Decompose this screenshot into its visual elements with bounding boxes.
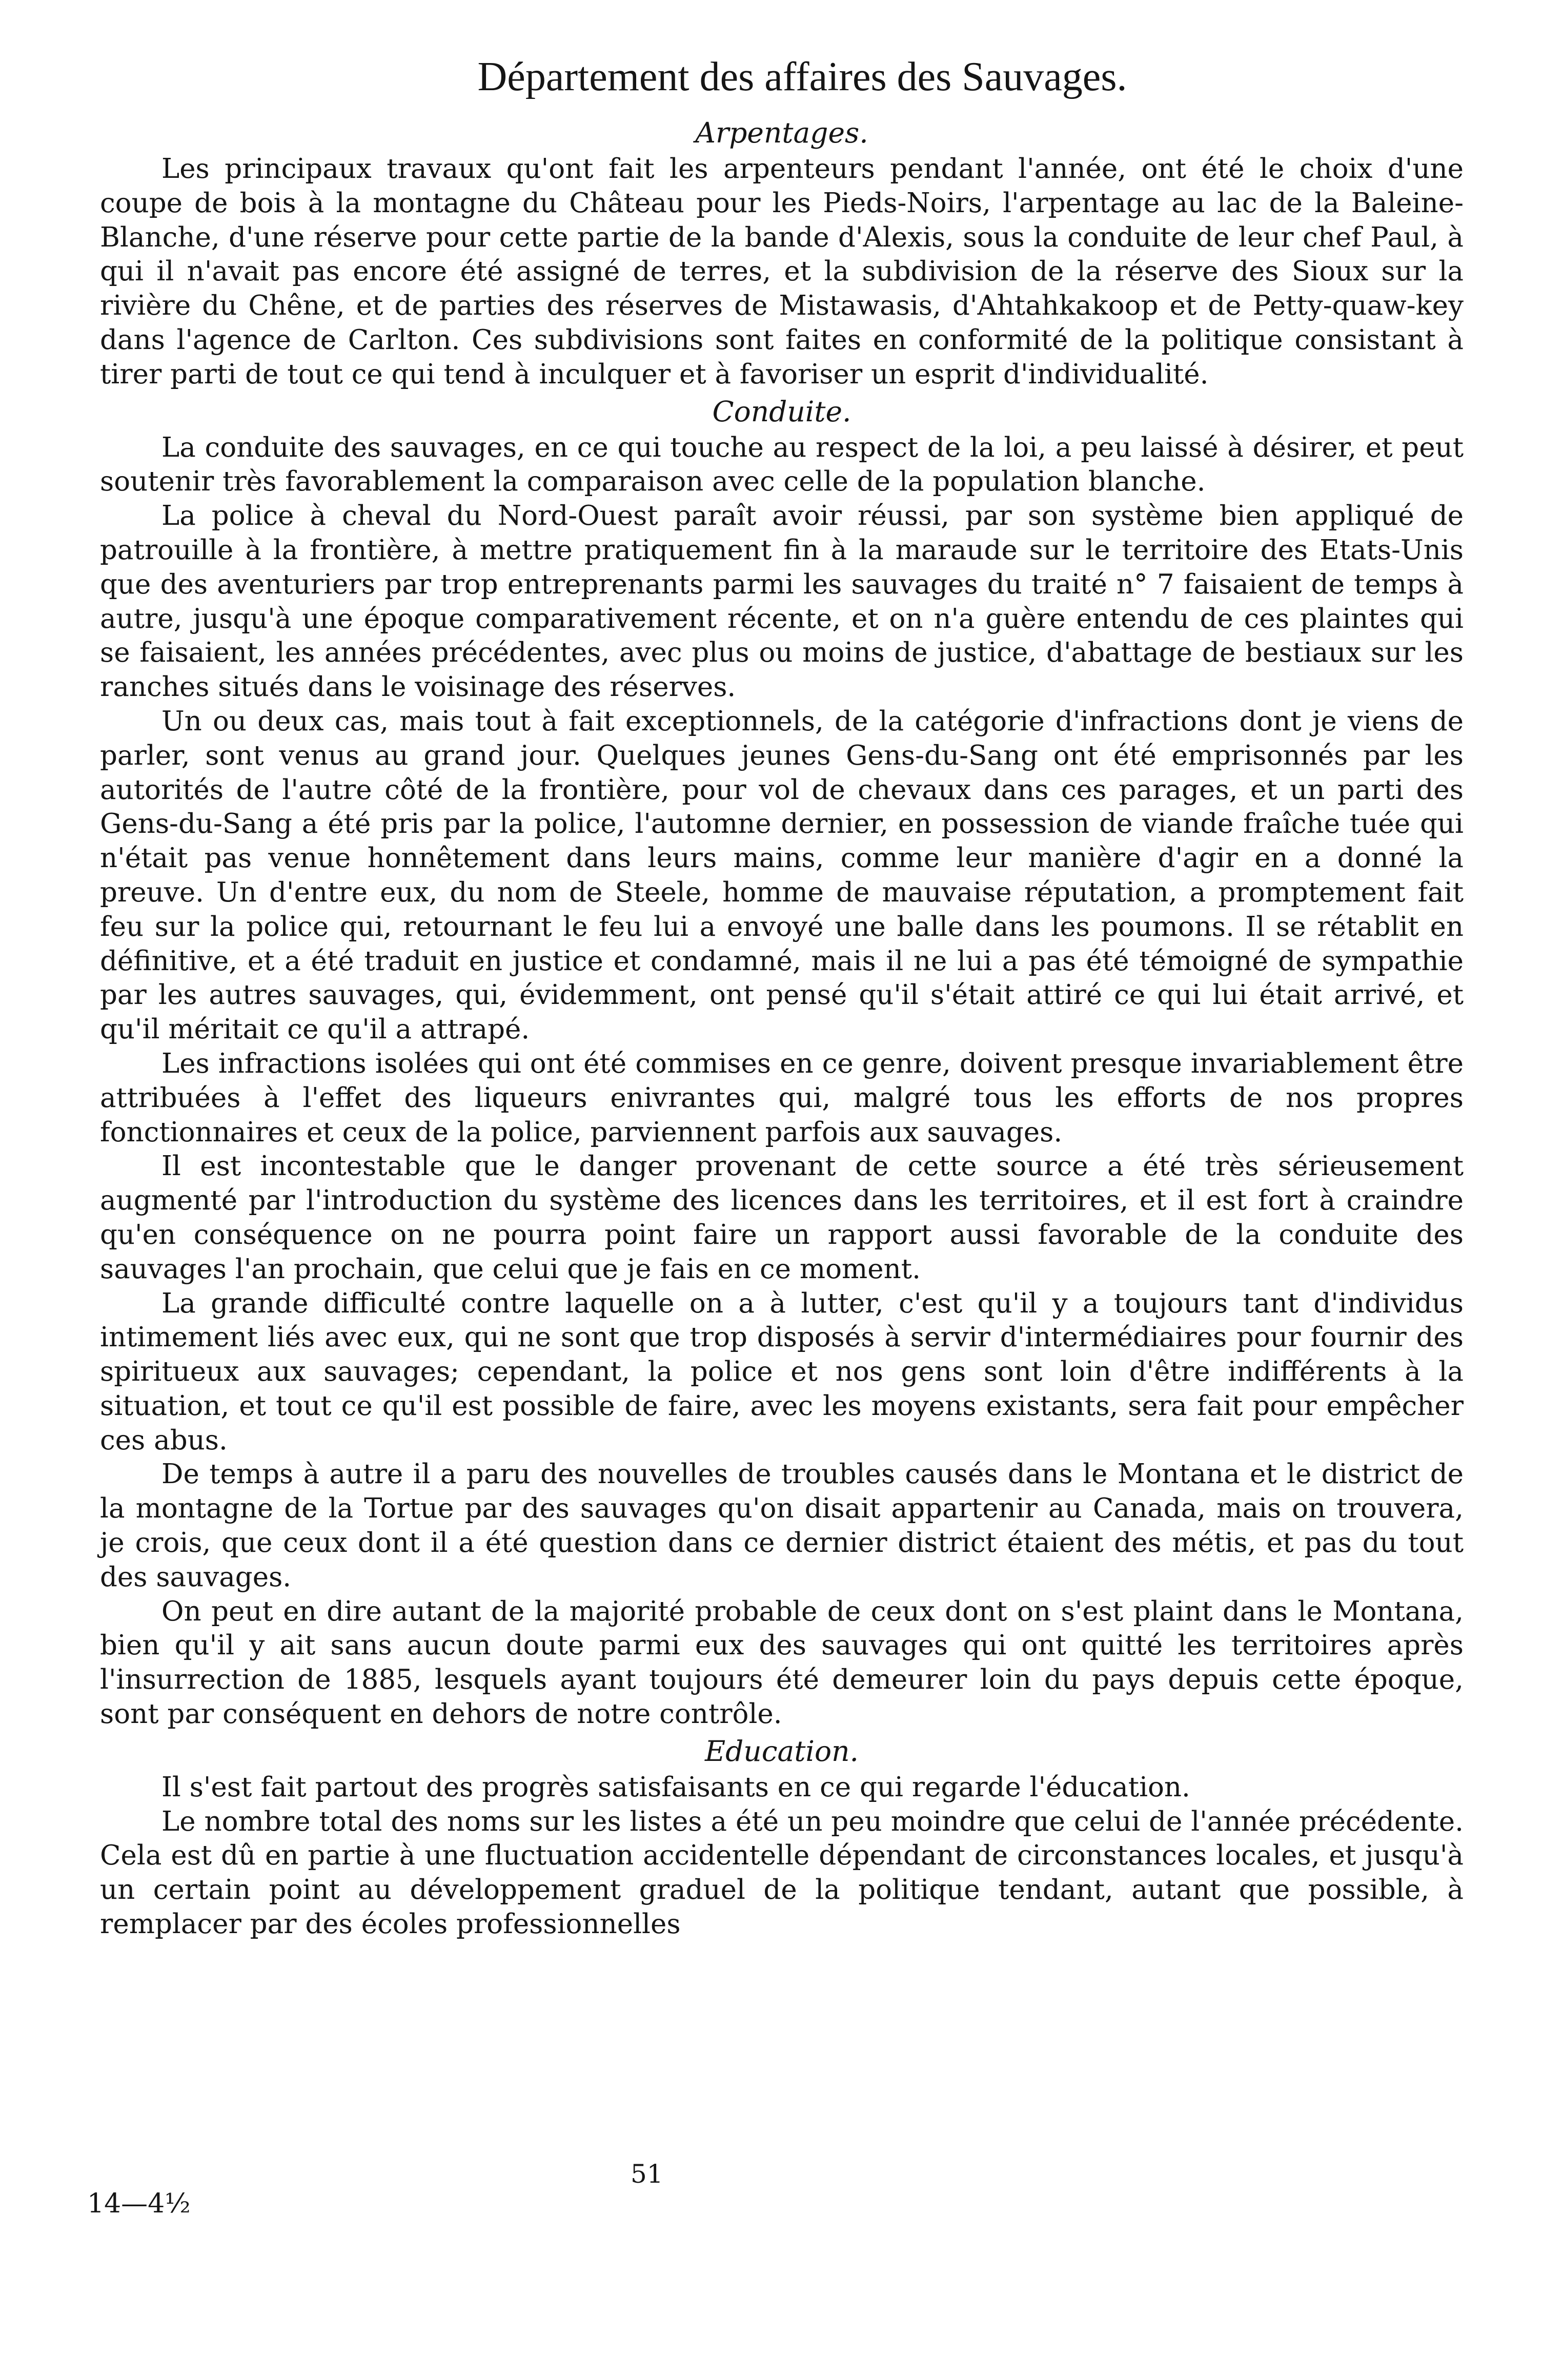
paragraph: Les principaux travaux qu'ont fait les arpenteurs pendant l'année, ont été le choix d'une coupe de bois à la montagne du Château pour les Pieds-Noirs, l'arpentage au lac de la Baleine-Blanche, d'une réserve pour cette partie de la bande d'Alexis, sous la conduite de leur chef Paul, à qui il n'avait pas encore été assigné de terres, et la subdivision de la réserve des Sioux sur la rivière du Chêne, et de parties des réserves de Mistawasis, d'Ahtahkakoop et de Petty-quaw-key dans l'agence de Carlton. Ces subdivisions sont faites en conformité de la politique consistant à tirer parti de tout ce qui tend à inculquer et à favoriser un esprit d'individualité. xyxy=(100,153,1464,390)
paragraph: On peut en dire autant de la majorité probable de ceux dont on s'est plaint dans le Montana, bien qu'il y ait sans aucun doute parmi eux des sauvages qui ont quitté les territoires après l'insurrection de 1885, lesquels ayant toujours été demeurer loin du pays depuis cette époque, sont par conséquent en dehors de notre contrôle. xyxy=(100,1595,1464,1730)
paragraph: Les infractions isolées qui ont été commises en ce genre, doivent presque invariablement être attribuées à l'effet des liqueurs enivrantes qui, malgré tous les efforts de nos propres fonctionnaires et ceux de la police, parviennent parfois aux sauvages. xyxy=(100,1048,1464,1148)
paragraph: Un ou deux cas, mais tout à fait exceptionnels, de la catégorie d'infractions dont je viens de parler, sont venus au grand jour. Quelques jeunes Gens-du-Sang ont été emprisonnés par les autorités de l'autre côté de la frontière, pour vol de chevaux dans ces parages, et un parti des Gens-du-Sang a été pris par la police, l'automne dernier, en possession de viande fraîche tuée qui n'était pas venue honnêtement dans leurs mains, comme leur manière d'agir en a donné la preuve. Un d'entre eux, du nom de Steele, homme de mauvaise réputation, a promptement fait feu sur la police qui, retournant le feu lui a envoyé une balle dans les poumons. Il se rétablit en définitive, et a été traduit en justice et condamné, mais il ne lui a pas été témoigné de sympathie par les autres sauvages, qui, évidemment, ont pensé qu'il s'était attiré ce qui lui était arrivé, et qu'il méritait ce qu'il a attrapé. xyxy=(100,705,1464,1045)
section-heading: Education. xyxy=(704,1734,859,1768)
paragraph: Il s'est fait partout des progrès satisfaisants en ce qui regarde l'éducation. xyxy=(161,1771,1190,1803)
section-heading: Conduite. xyxy=(712,395,851,428)
paragraph: Le nombre total des noms sur les listes a été un peu moindre que celui de l'année précédente. Cela est dû en partie à une fluctuation accidentelle dépendant de circonstances locales, et jusqu'à un certain point au développement graduel de la politique tendant, autant que possible, à remplacer par des écoles professionnelles xyxy=(100,1805,1464,1940)
paragraph: La conduite des sauvages, en ce qui touche au respect de la loi, a peu laissé à désirer, et peut soutenir très favorablement la comparaison avec celle de la population blanche. xyxy=(100,432,1464,498)
document-page xyxy=(100,49,1464,2334)
paragraph: La grande difficulté contre laquelle on a à lutter, c'est qu'il y a toujours tant d'individus intimement liés avec eux, qui ne sont que trop disposés à servir d'intermédiaires pour fournir des spiritueux aux sauvages; cependant, la police et nos gens sont loin d'être indifférents à la situation, et tout ce qu'il est possible de faire, avec les moyens existants, sera fait pour empêcher ces abus. xyxy=(100,1287,1464,1456)
section-arpentages xyxy=(100,115,1464,392)
section-conduite xyxy=(100,394,1464,1732)
paragraph: De temps à autre il a paru des nouvelles de troubles causés dans le Montana et le district de la montagne de la Tortue par des sauvages qu'on disait appartenir au Canada, mais on trouvera, je crois, que ceux dont il a été question dans ce dernier district étaient des métis, et pas du tout des sauvages. xyxy=(100,1459,1464,1593)
signature-mark: 14—4½ xyxy=(87,2188,191,2219)
running-head: Département des affaires des Sauvages. xyxy=(477,54,1127,99)
paragraph: La police à cheval du Nord-Ouest paraît avoir réussi, par son système bien appliqué de patrouille à la frontière, à mettre pratiquement fin à la maraude sur le territoire des Etats-Unis que des aventuriers par trop entreprenants parmi les sauvages du traité n° 7 faisaient de temps à autre, jusqu'à une époque comparativement récente, et on n'a guère entendu de ces plaintes qui se faisaient, les années précédentes, avec plus ou moins de justice, d'abattage de bestiaux sur les ranches situés dans le voisinage des réserves. xyxy=(100,500,1464,703)
section-education xyxy=(100,1734,1464,1942)
section-heading: Arpentages. xyxy=(695,116,868,149)
page-number: 51 xyxy=(631,2159,663,2189)
paragraph: Il est incontestable que le danger provenant de cette source a été très sérieusement augmenté par l'introduction du système des licences dans les territoires, et il est fort à craindre qu'en conséquence on ne pourra point faire un rapport aussi favorable de la conduite des sauvages l'an prochain, que celui que je fais en ce moment. xyxy=(100,1151,1464,1285)
